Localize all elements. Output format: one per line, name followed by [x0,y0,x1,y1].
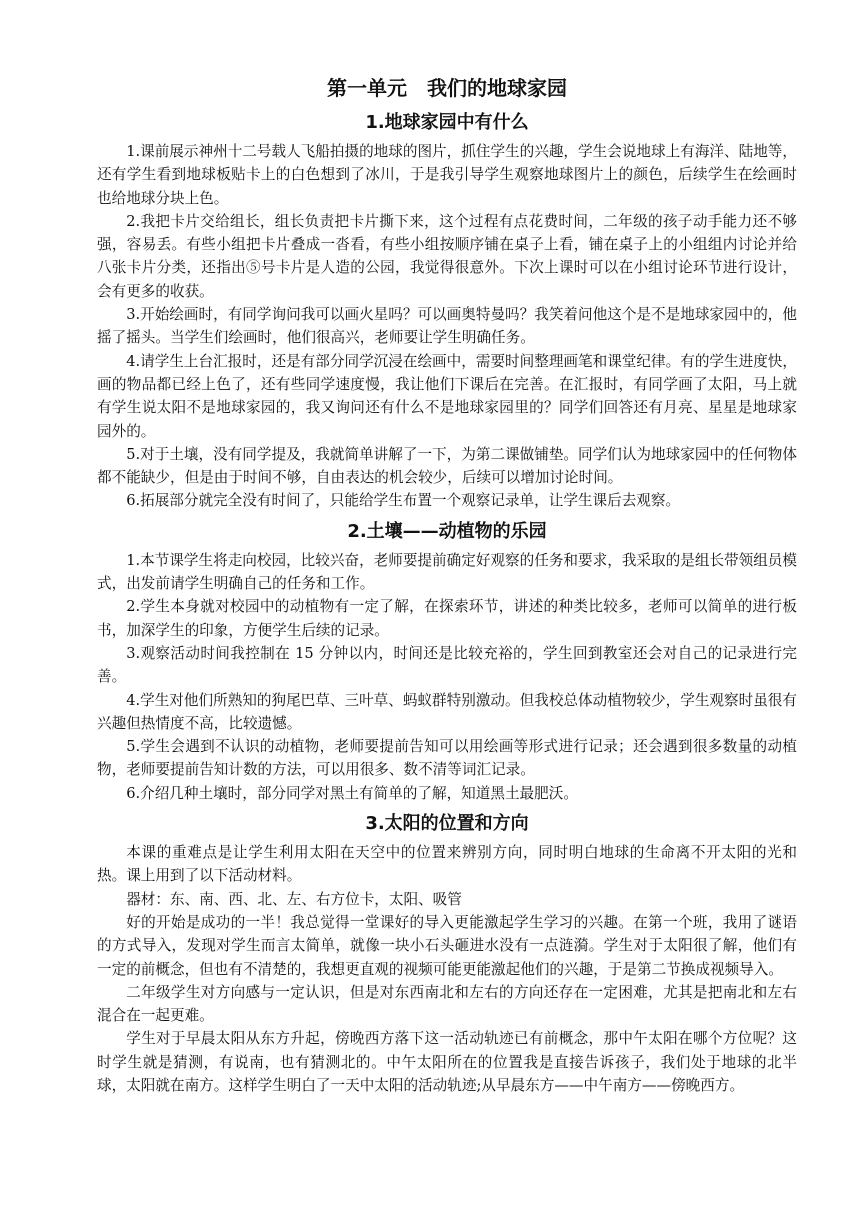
paragraph: 3.观察活动时间我控制在 15 分钟以内，时间还是比较充裕的，学生回到教室还会对自己的记录进行完善。 [97,644,797,686]
paragraph: 4.请学生上台汇报时，还是有部分同学沉浸在绘画中，需要时间整理画笔和课堂纪律。有的学生进度快，画的物品都已经上色了，还有些同学速度慢，我让他们下课后在完善。在汇报时，有同学画了太阳，马上就有学生说太阳不是地球家园的，我又询问还有什么不是地球家园里的？同学们回答还有月亮、星星是地球家园外的。 [97,352,797,440]
lesson-section-3 [97,811,797,1097]
paragraph: 4.学生对他们所熟知的狗尾巴草、三叶草、蚂蚁群特别激动。但我校总体动植物较少，学生观察时虽很有兴趣但热情度不高，比较遗憾。 [97,691,797,732]
paragraph: 2.学生本身就对校园中的动植物有一定了解，在探索环节，讲述的种类比较多，老师可以简单的进行板书，加深学生的印象，方便学生后续的记录。 [97,598,797,639]
unit-title: 第一单元 我们的地球家园 [327,76,567,100]
paragraph: 1.本节课学生将走向校园，比较兴奋，老师要提前确定好观察的任务和要求，我采取的是组长带领组员模式，出发前请学生明确自己的任务和工作。 [97,551,797,593]
paragraph: 2.我把卡片交给组长，组长负责把卡片撕下来，这个过程有点花费时间，二年级的孩子动手能力还不够强，容易丢。有些小组把卡片叠成一沓看，有些小组按顺序铺在桌子上看，铺在桌子上的小组组内讨论并给八张卡片分类，还指出⑤号卡片是人造的公园，我觉得很意外。下次上课时可以在小组讨论环节进行设计，会有更多的收获。 [97,212,797,300]
lesson-section-2 [97,519,797,805]
paragraph: 6.介绍几种土壤时，部分同学对黑土有简单的了解，知道黑土最肥沃。 [126,784,578,802]
paragraph: 5.学生会遇到不认识的动植物，老师要提前告知可以用绘画等形式进行记录；还会遇到很多数量的动植物，老师要提前告知计数的方法，可以用很多、数不清等词汇记录。 [97,738,797,779]
paragraph: 1.课前展示神州十二号载人飞船拍摄的地球的图片，抓住学生的兴趣，学生会说地球上有海洋、陆地等，还有学生看到地球板贴卡上的白色想到了冰川，于是我引导学生观察地球图片上的颜色，后续学生在绘画时也给地球分块上色。 [97,143,797,207]
lesson-section-1 [97,110,797,513]
paragraph: 学生对于早晨太阳从东方升起，傍晚西方落下这一活动轨迹已有前概念，那中午太阳在哪个方位呢？这时学生就是猜测，有说南，也有猜测北的。中午太阳所在的位置我是直接告诉孩子，我们处于地球的北半球，太阳就在南方。这样学生明白了一天中太阳的活动轨迹;从早晨东方——中午南方——傍晚西方。 [97,1030,797,1094]
section-title: 2.土壤——动植物的乐园 [347,520,547,542]
paragraph: 6.拓展部分就完全没有时间了，只能给学生布置一个观察记录单，让学生课后去观察。 [126,492,681,510]
section-title: 1.地球家园中有什么 [365,112,529,133]
paragraph: 好的开始是成功的一半！我总觉得一堂课好的导入更能激起学生学习的兴趣。在第一个班，我用了谜语的方式导入，发现对学生而言太简单，就像一块小石头砸进水没有一点涟漪。学生对于太阳很了解，他们有一定的前概念，但也有不清楚的，我想更直观的视频可能更能激起他们的兴趣，于是第二节换成视频导入。 [97,913,797,978]
paragraph: 二年级学生对方向感与一定认识，但是对东西南北和左右的方向还存在一定困难，尤其是把南北和左右混合在一起更难。 [97,983,797,1025]
section-title: 3.太阳的位置和方向 [365,813,529,835]
document-page [97,74,797,1097]
paragraph: 器材：东、南、西、北、左、右方位卡，太阳、吸管 [126,890,462,908]
paragraph: 5.对于土壤，没有同学提及，我就简单讲解了一下，为第二课做铺垫。同学们认为地球家园中的任何物体都不能缺少，但是由于时间不够，自由表达的机会较少，后续可以增加讨论时间。 [97,445,797,487]
paragraph: 本课的重难点是让学生利用太阳在天空中的位置来辨别方向，同时明白地球的生命离不开太阳的光和热。课上用到了以下活动材料。 [97,844,797,885]
paragraph: 3.开始绘画时，有同学询问我可以画火星吗？可以画奥特曼吗？我笑着问他这个是不是地球家园中的，他摇了摇头。当学生们绘画时，他们很高兴，老师要让学生明确任务。 [97,306,797,347]
